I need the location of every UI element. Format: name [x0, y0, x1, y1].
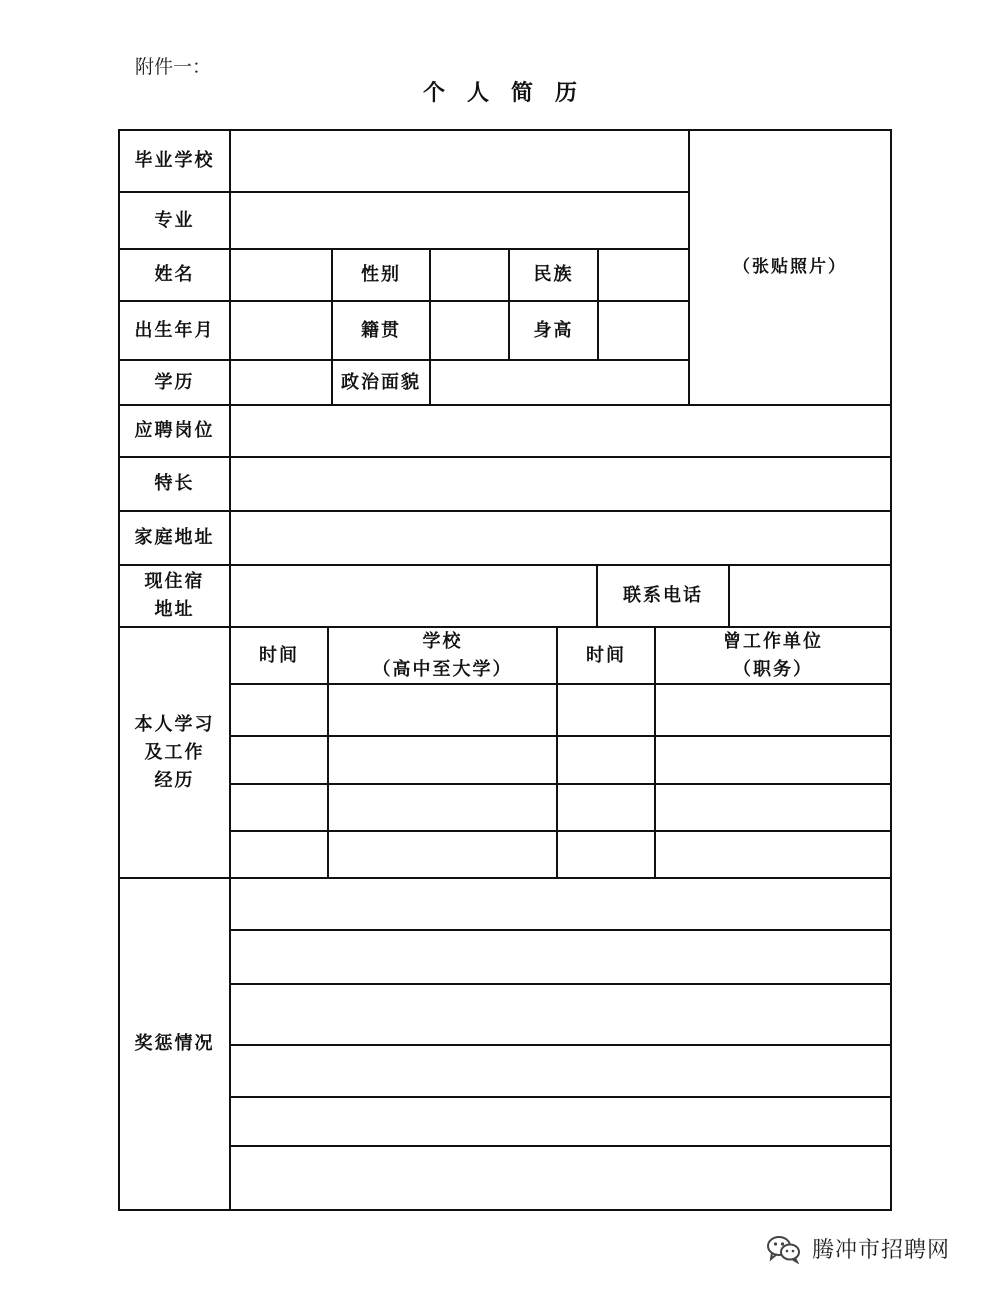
photo-placeholder: （张贴照片） [733, 257, 847, 277]
label-home-address: 家庭地址 [134, 527, 215, 548]
border-right [890, 129, 892, 1211]
label-awards: 奖惩情况 [134, 1033, 215, 1054]
watermark-text: 腾冲市招聘网 [812, 1238, 951, 1263]
gender-field[interactable] [431, 250, 508, 300]
label-height: 身高 [533, 319, 574, 341]
education-field[interactable] [231, 361, 331, 404]
label-gender: 性别 [361, 264, 401, 285]
ethnicity-field[interactable] [599, 250, 688, 300]
label-phone: 联系电话 [623, 585, 703, 606]
resume-form [118, 129, 892, 1211]
label-major: 专业 [154, 209, 195, 231]
header-school: 学校 （高中至大学） [372, 630, 513, 680]
label-name: 姓名 [154, 264, 195, 285]
name-field[interactable] [231, 250, 331, 300]
position-field[interactable] [231, 406, 890, 456]
label-experience: 本人学习 及工作 经历 [134, 713, 215, 791]
experience-entries[interactable] [231, 685, 890, 877]
header-time-2: 时间 [586, 644, 626, 666]
header-work-unit: 曾工作单位 （职务） [723, 630, 823, 680]
phone-field[interactable] [730, 566, 890, 626]
label-ethnicity: 民族 [533, 264, 574, 285]
home-address-field[interactable] [231, 512, 890, 564]
political-status-field[interactable] [431, 361, 688, 404]
label-education: 学历 [154, 371, 195, 393]
label-school: 毕业学校 [134, 150, 215, 171]
label-position: 应聘岗位 [134, 420, 215, 441]
label-birth: 出生年月 [134, 319, 215, 341]
label-political-status: 政治面貌 [341, 371, 421, 393]
label-current-address: 现住宿 地址 [144, 571, 205, 620]
native-place-field[interactable] [431, 302, 508, 359]
wechat-icon [766, 1234, 802, 1264]
birth-field[interactable] [231, 302, 331, 359]
school-field[interactable] [231, 131, 688, 191]
border-bottom [118, 1209, 892, 1211]
major-field[interactable] [231, 193, 688, 248]
current-address-field[interactable] [231, 566, 596, 626]
awards-field[interactable] [231, 879, 890, 1209]
attachment-label: 附件一： [135, 56, 212, 78]
header-time-1: 时间 [259, 644, 299, 666]
label-native-place: 籍贯 [361, 319, 401, 341]
height-field[interactable] [599, 302, 688, 359]
watermark [766, 1233, 950, 1264]
specialty-field[interactable] [231, 458, 890, 510]
page-title: 个人简历 [422, 81, 599, 106]
label-specialty: 特长 [154, 473, 195, 494]
